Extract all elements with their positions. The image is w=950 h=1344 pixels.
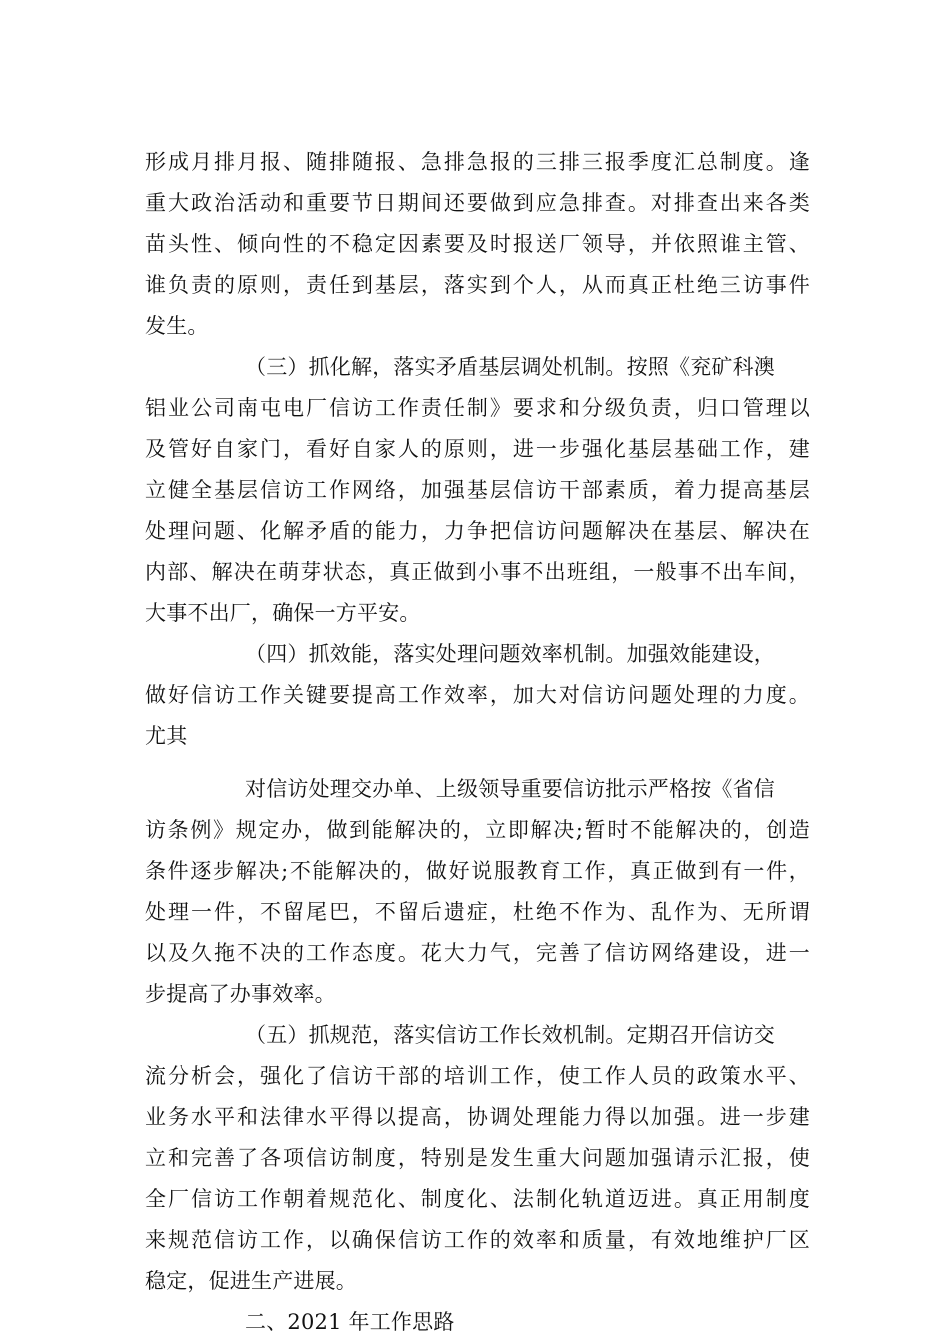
paragraph-line: 访条例》规定办，做到能解决的，立即解决;暂时不能解决的，创造: [145, 818, 810, 842]
paragraph-line: 及管好自家门，看好自家人的原则，进一步强化基层基础工作，建: [145, 437, 810, 461]
paragraph-line: 铝业公司南屯电厂信访工作责任制》要求和分级负责，归口管理以: [145, 396, 810, 420]
paragraph-line: 全厂信访工作朝着规范化、制度化、法制化轨道迈进。真正用制度: [145, 1187, 810, 1211]
paragraph-line: 对信访处理交办单、上级领导重要信访批示严格按《省信: [245, 777, 775, 801]
paragraph-line: 立和完善了各项信访制度，特别是发生重大问题加强请示汇报，使: [145, 1146, 810, 1170]
paragraph-line: 内部、解决在萌芽状态，真正做到小事不出班组，一般事不出车间，: [145, 560, 810, 584]
paragraph-line: 大事不出厂，确保一方平安。: [145, 601, 421, 625]
paragraph-line: 稳定，促进生产进展。: [145, 1269, 357, 1293]
paragraph-line: 流分析会，强化了信访干部的培训工作，使工作人员的政策水平、: [145, 1064, 810, 1088]
section-heading-5: （五）抓规范，落实信访工作长效机制。定期召开信访交: [245, 1023, 775, 1047]
paragraph-line: 苗头性、倾向性的不稳定因素要及时报送厂领导，并依照谁主管、: [145, 232, 810, 256]
paragraph-line: 来规范信访工作，以确保信访工作的效率和质量，有效地维护厂区: [145, 1228, 810, 1252]
paragraph-line: 处理问题、化解矛盾的能力，力争把信访问题解决在基层、解决在: [145, 519, 810, 543]
paragraph-line: 发生。: [145, 314, 209, 338]
paragraph-line: 以及久拖不决的工作态度。花大力气，完善了信访网络建设，进一: [145, 941, 810, 965]
section-heading-2021-plan: 二、2021 年工作思路: [245, 1310, 455, 1334]
paragraph-line: 做好信访工作关键要提高工作效率，加大对信访问题处理的力度。: [145, 683, 810, 707]
paragraph-line: 尤其: [145, 724, 188, 748]
paragraph-line: 处理一件，不留尾巴，不留后遗症，杜绝不作为、乱作为、无所谓: [145, 900, 810, 924]
section-heading-3: （三）抓化解，落实矛盾基层调处机制。按照《兖矿科澳: [245, 355, 775, 379]
paragraph-line: 条件逐步解决;不能解决的，做好说服教育工作，真正做到有一件，: [145, 859, 810, 883]
paragraph-line: 业务水平和法律水平得以提高，协调处理能力得以加强。进一步建: [145, 1105, 810, 1129]
paragraph-line: 重大政治活动和重要节日期间还要做到应急排查。对排查出来各类: [145, 191, 810, 215]
section-heading-4: （四）抓效能，落实处理问题效率机制。加强效能建设，: [245, 642, 775, 666]
paragraph-line: 谁负责的原则，责任到基层，落实到个人，从而真正杜绝三访事件: [145, 273, 810, 297]
paragraph-line: 立健全基层信访工作网络，加强基层信访干部素质，着力提高基层: [145, 478, 810, 502]
paragraph-line: 形成月排月报、随排随报、急排急报的三排三报季度汇总制度。逢: [145, 150, 810, 174]
paragraph-line: 步提高了办事效率。: [145, 982, 336, 1006]
